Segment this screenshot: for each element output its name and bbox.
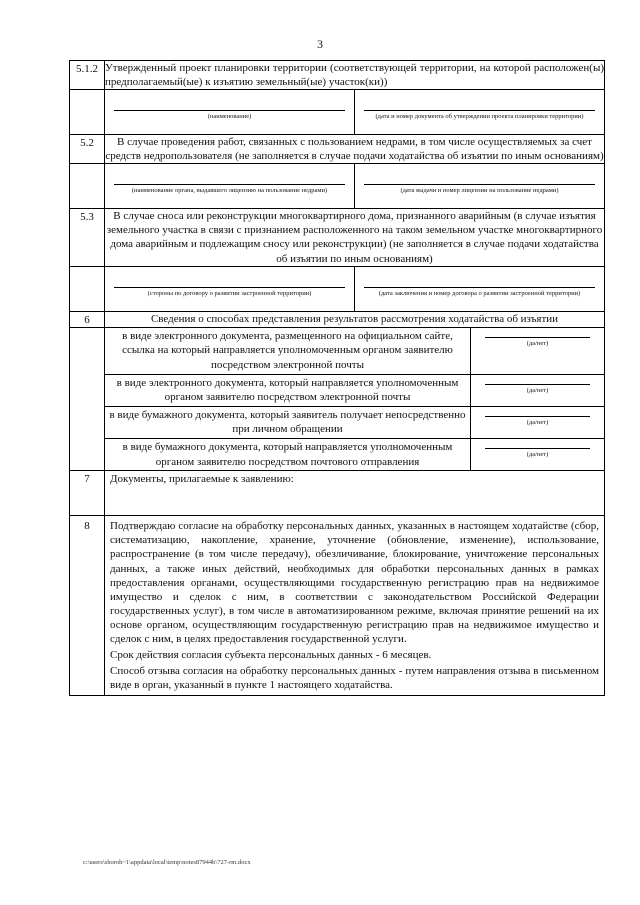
section-5-1-2-row <box>70 61 605 90</box>
section-number: 5.2 <box>70 135 105 164</box>
consent-text: Подтверждаю согласие на обработку персональных данных, указанных в настоящем ходатайстве (сбор, систематизацию, накопление, хранение, уточнение (обновление, изменение), использование, распространение (в том числе передачу), обезличивание, блокирование, уничтожение персональных данных, а также иных действий, необходимых для обработки персональных данных в рамках предоставления органами, осуществляющими государственную регистрацию прав на недвижимое имущество и сделок с ним, в соответствии с законодательством Российской Федерации государственных услуг), в том числе в автоматизированном режиме, включая принятие решений на их основе органом, осуществляющим государственную регистрацию прав на недвижимое имущество и сделок с ним, в целях предоставления государственной услуги. <box>110 520 599 645</box>
file-path-footer: c:\users\shoroh~1\appdata\local\temp\notes87944b\727-rm.docx <box>83 859 251 866</box>
section-title: Сведения о способах представления результатов рассмотрения ходатайства об изъятии <box>105 311 605 327</box>
section-5-3-row <box>70 209 605 266</box>
answer-caption: (да/нет) <box>526 339 549 347</box>
delivery-options-table <box>105 328 604 471</box>
option-answer-field[interactable] <box>471 374 605 406</box>
page-number: 3 <box>317 37 323 51</box>
delivery-option <box>105 374 604 406</box>
license-date-field[interactable] <box>354 164 604 208</box>
field-caption: (дата выдачи и номер лицензии на пользование недрами) <box>400 187 559 195</box>
section-number: 7 <box>70 471 105 516</box>
option-label: в виде бумажного документа, который заявитель получает непосредственно при личном обращении <box>105 406 471 438</box>
option-label: в виде бумажного документа, который направляется уполномоченным органом заявителю посредством почтового отправления <box>122 441 453 468</box>
delivery-option <box>105 439 604 471</box>
petition-form-table <box>69 60 605 696</box>
answer-caption: (да/нет) <box>526 386 549 394</box>
field-caption: (наименование) <box>207 113 252 121</box>
answer-caption: (да/нет) <box>526 451 549 459</box>
license-authority-field[interactable] <box>105 164 354 208</box>
field-caption: (дата и номер документа об утверждении проекта планировки территории) <box>375 113 584 121</box>
consent-revoke: Способ отзыва согласия на обработку персональных данных - путем направления отзыва в письменном виде в орган, указанный в пункте 1 настоящего ходатайства. <box>110 665 599 692</box>
field-caption: (стороны по договору о развитии застроенной территории) <box>147 289 312 297</box>
approval-doc-field[interactable] <box>354 90 604 134</box>
attached-documents-field[interactable] <box>105 471 605 516</box>
delivery-option <box>105 328 604 374</box>
option-label: в виде электронного документа, размещенного на официальном сайте, ссылка на который направляется уполномоченным органом заявителю посредством электронной почты <box>105 328 471 374</box>
section-title: В случае сноса или реконструкции многоквартирного дома, признанного аварийным (в случае изъятия земельного участка в связи с признанием расположенного на таком земельном участке многоквартирного дома аварийным и подлежащим сносу или реконструкции) (не заполняется в случае подачи ходатайства об изъятии по иным основаниям) <box>105 209 605 266</box>
section-title: Документы, прилагаемые к заявлению: <box>110 473 294 486</box>
section-5-2-fields <box>70 164 605 209</box>
section-number: 5.3 <box>70 209 105 266</box>
section-6-options <box>70 327 605 471</box>
project-name-field[interactable] <box>105 90 354 134</box>
section-5-1-2-fields <box>70 90 605 135</box>
section-title: Утвержденный проект планировки территории (соответствующей территории, на которой расположен(ы) предполагаемый(ые) к изъятию земельный(ые) участок(ки)) <box>105 62 604 89</box>
section-5-2-row <box>70 135 605 164</box>
section-title: В случае проведения работ, связанных с пользованием недрами, в том числе осуществляемых за счет средств недропользователя (не заполняется в случае подачи ходатайства об изъятии по иным основаниям) <box>105 136 604 163</box>
contract-date-field[interactable] <box>354 267 604 311</box>
section-number: 5.1.2 <box>70 61 105 90</box>
consent-term: Срок действия согласия субъекта персональных данных - 6 месяцев. <box>110 649 432 662</box>
answer-caption: (да/нет) <box>526 418 549 426</box>
section-5-3-fields <box>70 266 605 311</box>
option-answer-field[interactable] <box>471 406 605 438</box>
section-7-row <box>70 471 605 516</box>
delivery-option <box>105 406 604 438</box>
section-number: 8 <box>70 516 105 696</box>
section-8-row <box>70 516 605 696</box>
option-answer-field[interactable] <box>471 328 605 374</box>
option-label: в виде электронного документа, который направляется уполномоченным органом заявителю посредством электронной почты <box>105 374 471 406</box>
field-caption: (дата заключения и номер договора о развитии застроенной территории) <box>378 289 581 297</box>
field-caption: (наименование органа, выдавшего лицензию на пользование недрами) <box>131 187 328 195</box>
option-answer-field[interactable] <box>471 439 605 471</box>
section-number: 6 <box>70 311 105 327</box>
contract-parties-field[interactable] <box>105 267 354 311</box>
section-6-row <box>70 311 605 327</box>
